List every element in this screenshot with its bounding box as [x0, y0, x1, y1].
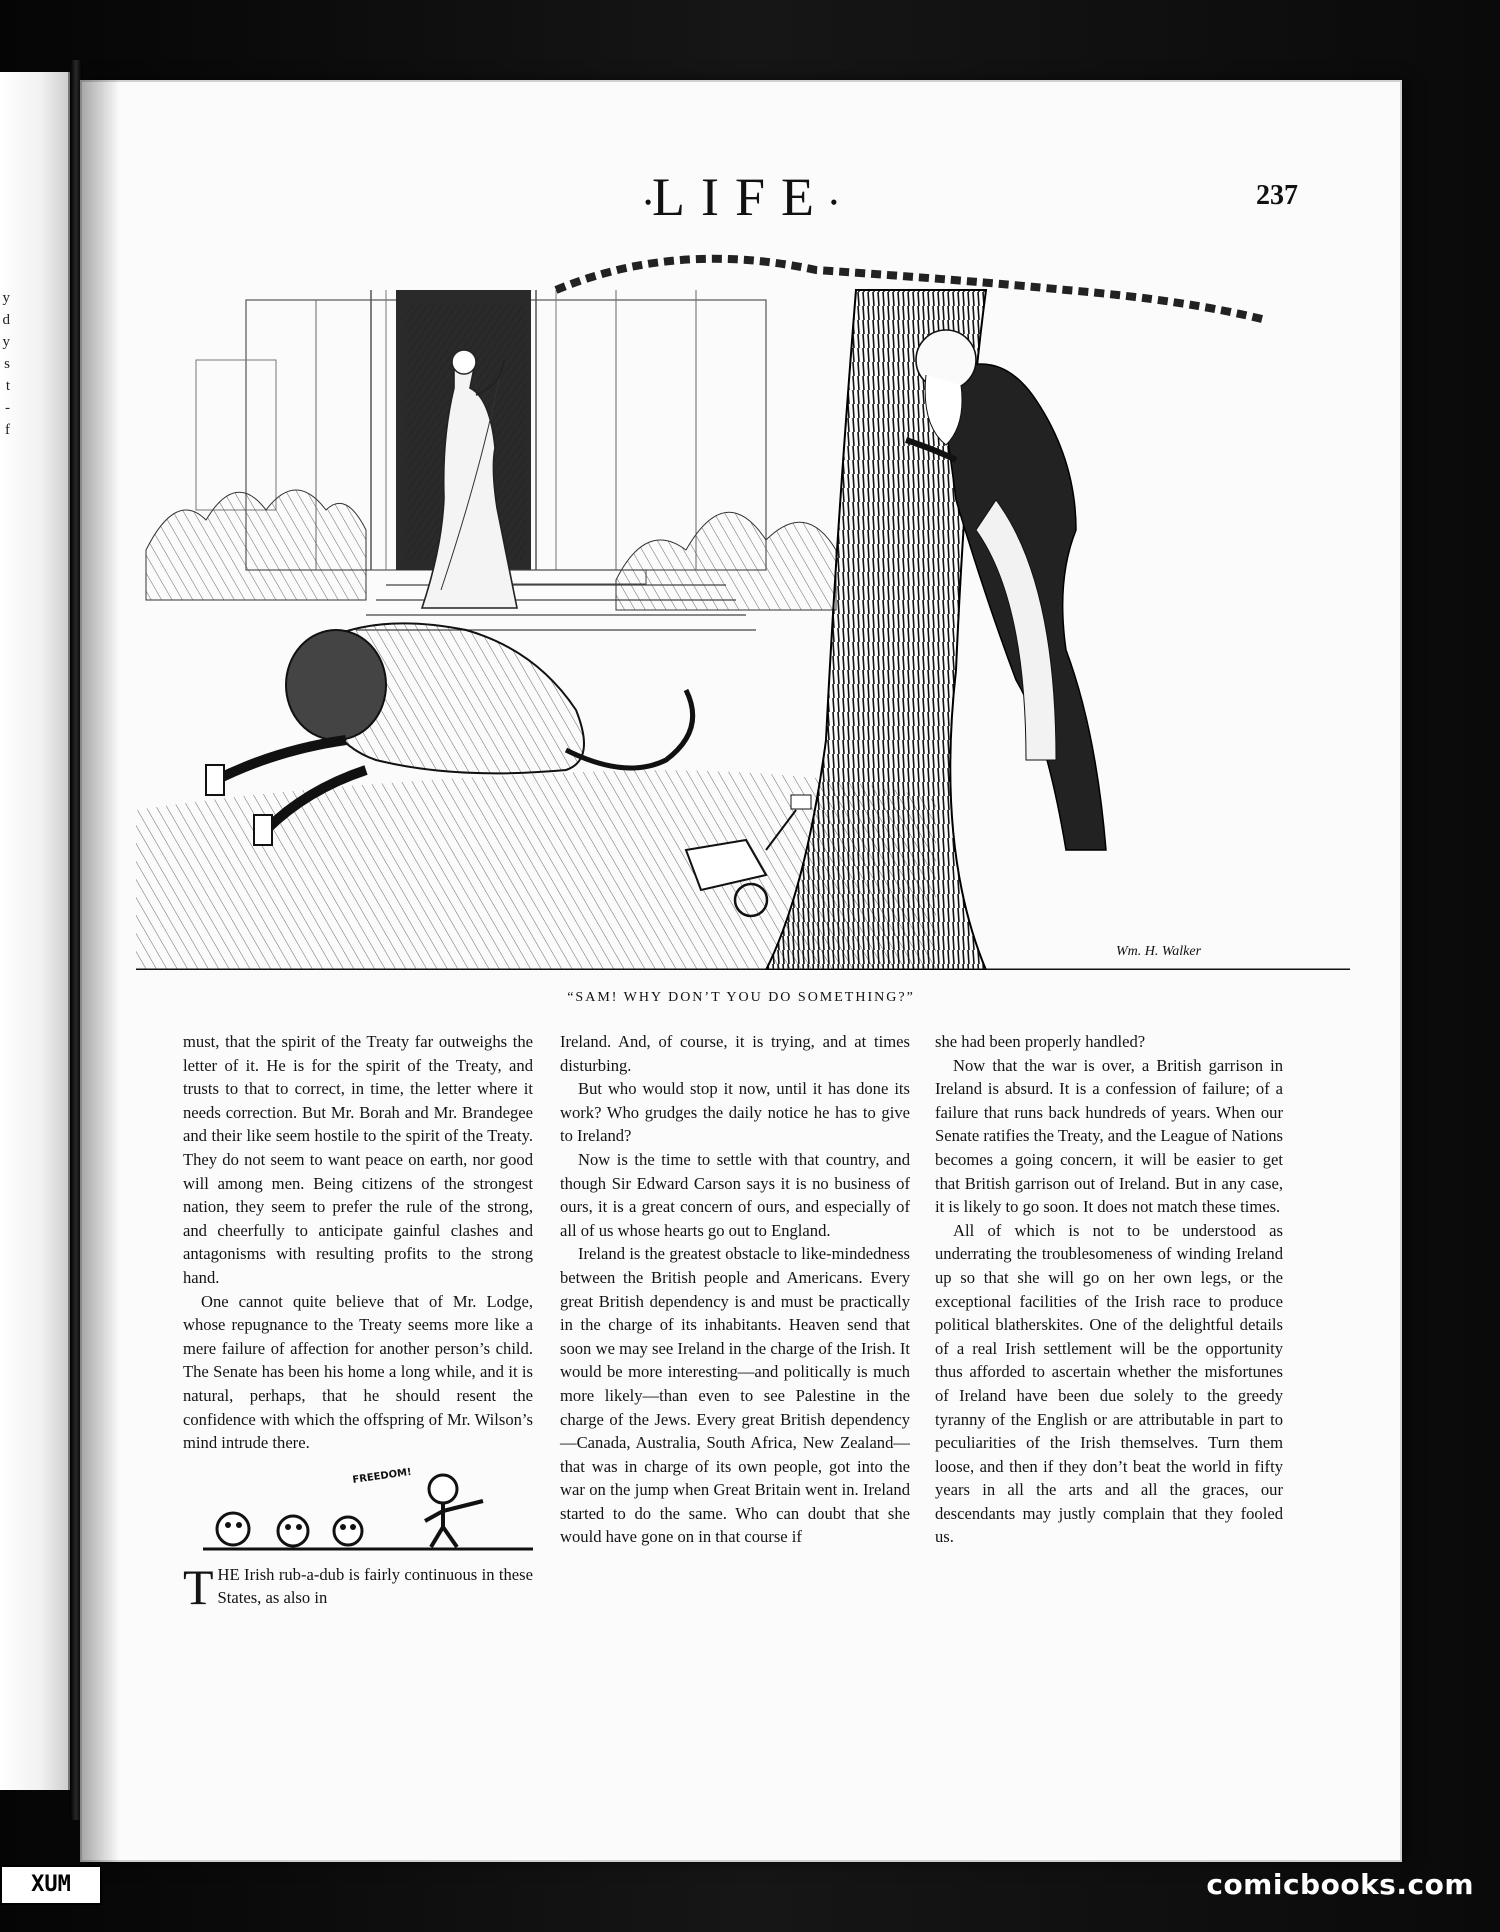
- paragraph: But who would stop it now, until it has done its work? Who grudges the daily notice he has to give to Ireland?: [560, 1079, 910, 1146]
- paragraph: Ireland is the greatest obstacle to like-mindedness between the British people and Americans. Every great British dependency is and must be practically in the charge of its inhabitants. Heaven send that soon we may see Ireland in the charge of the Irish. It would be more interesting—and politically is much more likely—than even to see Palestine in the charge of the Jews. Every great British dependency—Canada, Australia, South Africa, New Zealand—that was in charge of its own people, got into the war on the jump when Great Britain went in. Ireland started to do the same. Who can doubt that she would have gone on in that course if: [560, 1244, 910, 1547]
- left-page-fragment: t: [5, 378, 10, 394]
- paragraph: One cannot quite believe that of Mr. Lodge, whose repugnance to the Treaty seems more like a mere failure of affection for another person’s child. The Senate has been his home a long while, and it is natural, perhaps, that he should resent the confidence with which the offspring of Mr. Wilson’s mind intrude there.: [183, 1291, 533, 1453]
- dropcap-paragraph-text: HE Irish rub-a-dub is fairly continuous in these States, as also in: [217, 1564, 533, 1608]
- text-column-2: [560, 1030, 910, 1549]
- page-curve-shadow: [80, 80, 120, 1862]
- cartoon-caption: “SAM! WHY DON’T YOU DO SOMETHING?”: [567, 990, 915, 1005]
- shouting-figure: [425, 1475, 483, 1547]
- masthead-dot: •: [644, 189, 652, 215]
- left-page-fragment: -: [5, 400, 10, 416]
- site-watermark: comicbooks.com: [1206, 1868, 1474, 1901]
- paragraph: Now is the time to settle with that country, and though Sir Edward Carson says it is no business of ours, it is a great concern of ours, and especially of all of us whose hearts go out to England.: [560, 1149, 910, 1240]
- source-tag: XUM: [0, 1865, 102, 1905]
- page-number: 237: [1256, 180, 1298, 211]
- cartoon-illustration: [136, 250, 1350, 970]
- text-column-3: [935, 1030, 1283, 1549]
- masthead: [80, 166, 1402, 228]
- dropcap-paragraph: [183, 1558, 533, 1615]
- spot-drawing-svg: [203, 1467, 533, 1557]
- masthead-dot: •: [830, 189, 838, 215]
- paragraph: All of which is not to be understood as underrating the troublesomeness of winding Ireland up so that she will go on her own legs, or the exceptional facilities of the Irish race to produce political blatherskites. One of the delightful details of a real Irish settlement will be the opportunity thus afforded to ascertain whether the misfortunes of Ireland have been due solely to the greedy tyranny of the English or are attributable in part to peculiarities of the Irish themselves. Turn them loose, and then if they don’t beat the world in fifty years in all the arts and all the graces, our descendants may justly complain that they fooled us.: [935, 1220, 1283, 1547]
- left-page-fragment: y: [2, 290, 10, 306]
- cartoon-drawing: [136, 250, 1350, 970]
- spectator-heads: [217, 1513, 362, 1546]
- artist-signature: Wm. H. Walker: [1116, 944, 1202, 959]
- drop-cap: T: [183, 1558, 214, 1615]
- freedom-exclamation: FREEDOM!: [351, 1466, 413, 1486]
- paragraph: Ireland. And, of course, it is trying, and at times disturbing.: [560, 1032, 910, 1075]
- left-page-fragment: s: [4, 356, 10, 372]
- paragraph: Now that the war is over, a British garrison in Ireland is absurd. It is a confession of failure; of a failure that runs back hundreds of years. When our Senate ratifies the Treaty, and the League of Nations becomes a going concern, it will be easier to get that British garrison out of Ireland. But in any case, it is likely to go soon. It does not match these times.: [935, 1055, 1283, 1217]
- magazine-title: LIFE: [652, 167, 830, 227]
- left-page-fragment: y: [2, 334, 10, 350]
- text-column-1: [183, 1030, 533, 1615]
- left-page-edge: [0, 72, 70, 1790]
- left-page-fragment: d: [2, 312, 10, 328]
- left-page-fragment: f: [5, 422, 10, 438]
- freedom-spot-drawing: [203, 1467, 533, 1557]
- paragraph: she had been properly handled?: [935, 1032, 1146, 1051]
- paragraph: must, that the spirit of the Treaty far outweighs the letter of it. He is for the spirit of the Treaty, and trusts to that to correct, in time, the letter where it needs correction. But Mr. Borah and Mr. Brandegee and their like seem hostile to the spirit of the Treaty. They do not seem to want peace on earth, nor good will among men. Being citizens of the strongest nation, they seem to prefer the rule of the strong, and cheerfully to anticipate gainful clashes and antagonisms with resulting profits to the strong hand.: [183, 1032, 533, 1287]
- magazine-page: [80, 80, 1402, 1862]
